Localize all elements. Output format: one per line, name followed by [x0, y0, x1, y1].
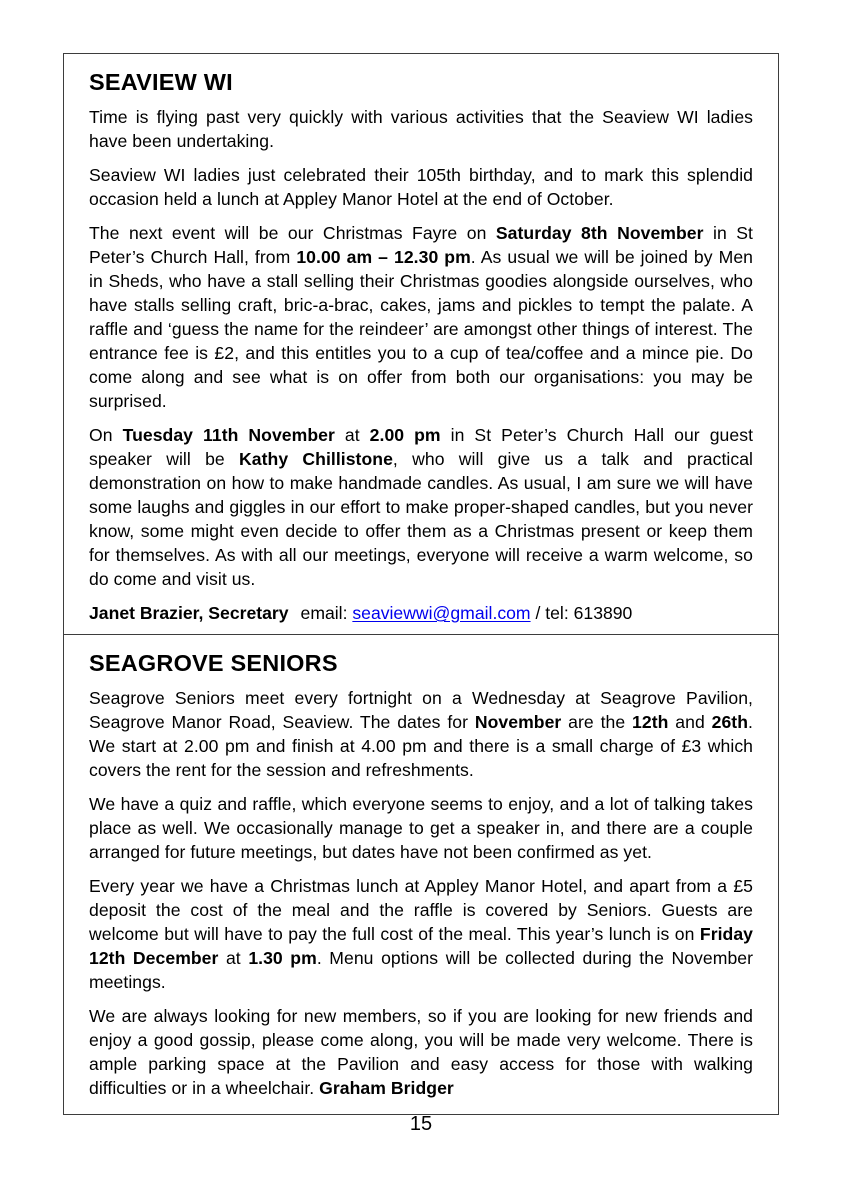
text-run: Seagrove Seniors meet every fortnight on a Wednesday at Seagrove Pavilion, Seagrove Manor Road, Seaview. The dates for [89, 687, 753, 732]
article-title-seaview-wi: SEAVIEW WI [89, 69, 233, 95]
text-run: at [334, 424, 370, 445]
text-run: . As usual we will be joined by Men in Sheds, who have a stall selling their Christmas goodies alongside ourselves, who have stalls selling craft, bric-a-brac, cakes, jams and pickles to tempt the palate. A raffle and ‘guess the name for the reindeer’ are amongst other things of interest. The entrance fee is £2, and this entitles you to a cup of tea/coffee and a mince pie. Do come along and see what is on offer from both our organisations: you may be surprised. [89, 246, 753, 411]
contact-separator: / [535, 602, 541, 623]
article-body-seaview-wi [89, 105, 753, 625]
text-run: The next event will be our Christmas Fayre on [89, 222, 496, 243]
text-run: in St Peter’s Church Hall, from [89, 222, 753, 267]
text-run: We have a quiz and raffle, which everyone seems to enjoy, and a lot of talking takes place as well. We occasionally manage to get a speaker in, and there are a couple arranged for future meetings, but dates have not been confirmed as yet. [89, 793, 753, 862]
page-number: 15 [409, 1113, 433, 1135]
emphasis-run: Tuesday 11th November [122, 424, 335, 445]
paragraph-intro [89, 105, 753, 153]
emphasis-run: 10.00 am – 12.30 pm [296, 246, 471, 267]
paragraph-meetings [89, 686, 753, 782]
paragraph-activities [89, 792, 753, 864]
contact-tel-label: tel: [545, 602, 569, 623]
article-title-seagrove-seniors: SEAGROVE SENIORS [89, 650, 338, 676]
paragraph-christmas-lunch [89, 874, 753, 994]
text-run: Seaview WI ladies just celebrated their 105th birthday, and to mark this splendid occasion held a lunch at Appley Manor Hotel at the end of October. [89, 164, 753, 209]
text-run: . Menu options will be collected during the November meetings. [89, 947, 754, 992]
article-body-seagrove-seniors [89, 686, 753, 1100]
emphasis-run: Friday 12th December [89, 923, 753, 968]
contact-email-link[interactable]: seaviewwi@gmail.com [352, 602, 531, 623]
contact-name: Janet Brazier, Secretary [89, 602, 289, 623]
emphasis-run: 26th [711, 711, 749, 732]
text-run: and [668, 711, 712, 732]
contact-tel-number: 613890 [573, 602, 633, 623]
emphasis-run: November [474, 711, 562, 732]
emphasis-run: Saturday 8th November [495, 222, 704, 243]
text-run: are the [561, 711, 633, 732]
article-seagrove-seniors [63, 634, 779, 1115]
emphasis-run: 2.00 pm [369, 424, 441, 445]
text-run: Every year we have a Christmas lunch at Appley Manor Hotel, and apart from a £5 deposit the cost of the meal and the raffle is covered by Seniors. Guests are welcome but will have to pay the full cost of the meal. This year’s lunch is on [89, 875, 753, 944]
emphasis-run: 12th [632, 711, 669, 732]
contact-line-seaview-wi [89, 601, 753, 625]
contact-email-label: email: [300, 602, 348, 623]
emphasis-run: Graham Bridger [319, 1077, 454, 1098]
text-run: in St Peter’s Church Hall our guest speaker will be [89, 424, 754, 469]
paragraph-christmas-fayre [89, 221, 753, 413]
text-run: On [89, 424, 123, 445]
text-run: Time is flying past very quickly with various activities that the Seaview WI ladies have been undertaking. [89, 106, 753, 151]
text-run: . We start at 2.00 pm and finish at 4.00 pm and there is a small charge of £3 which covers the rent for the session and refreshments. [89, 711, 753, 780]
text-run: , who will give us a talk and practical demonstration on how to make handmade candles. As usual, I am sure we will have some laughs and giggles in our effort to make proper-shaped candles, but you never know, some might even decide to offer them as a Christmas present or keep them for themselves. As with all our meetings, everyone will receive a warm welcome, so do come and visit us. [89, 448, 754, 589]
emphasis-run: 1.30 pm [248, 947, 317, 968]
article-seaview-wi [63, 53, 779, 640]
text-run: We are always looking for new members, so if you are looking for new friends and enjoy a good gossip, please come along, you will be made very welcome. There is ample parking space at the Pavilion and easy access for those with walking difficulties or in a wheelchair. [89, 1005, 753, 1098]
paragraph-birthday [89, 163, 753, 211]
emphasis-run: Kathy Chillistone [239, 448, 393, 469]
paragraph-guest-speaker [89, 423, 753, 591]
paragraph-new-members [89, 1004, 753, 1100]
text-run: at [218, 947, 249, 968]
